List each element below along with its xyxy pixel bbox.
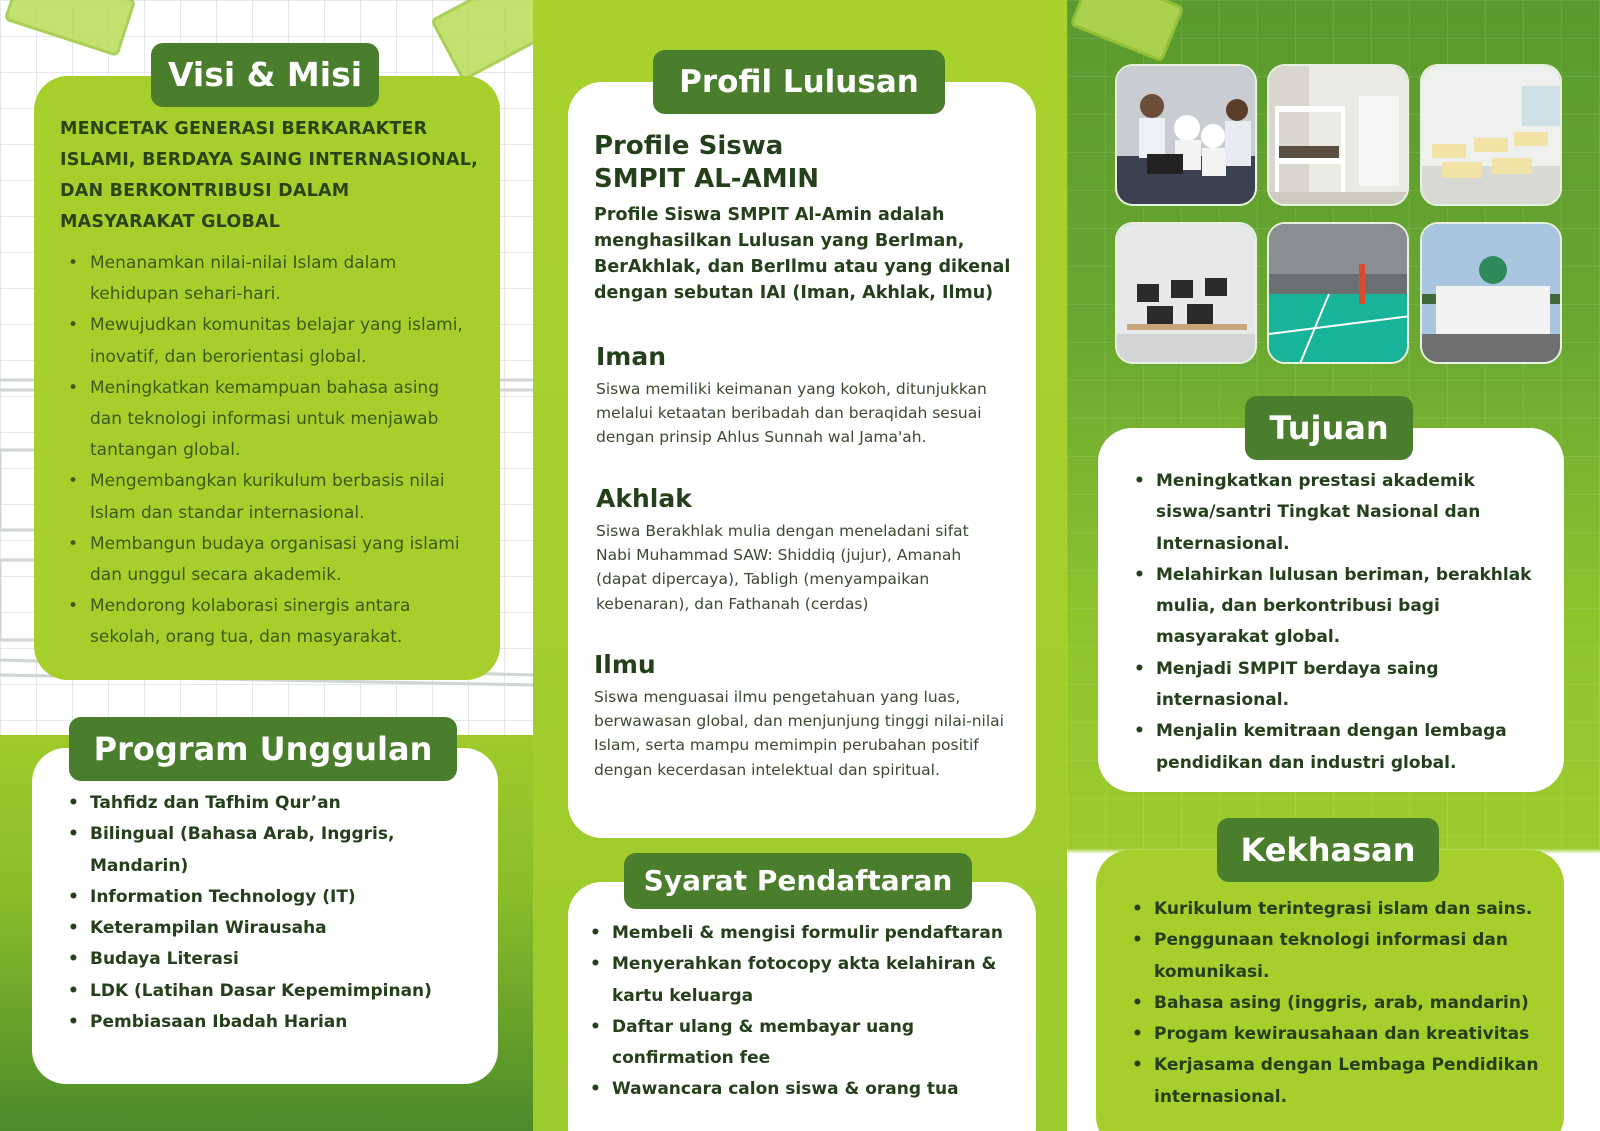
ilmu-heading: Ilmu — [594, 650, 656, 679]
syarat-list-item: • Daftar ulang & membayar uang confirmation fee — [590, 1012, 1028, 1075]
tujuan-title: Tujuan — [1245, 396, 1413, 460]
misi-list-item: • Meningkatkan kemampuan bahasa asing dan teknologi informasi untuk menjawab tantangan global. — [68, 373, 468, 467]
program-list-item: • Tahfidz dan Tafhim Qur’an — [68, 788, 488, 819]
syarat-list-item: • Wawancara calon siswa & orang tua — [590, 1074, 1028, 1105]
tujuan-card — [1098, 428, 1564, 792]
program-unggulan-card — [32, 748, 498, 1084]
kekhasan-list-item: • Bahasa asing (inggris, arab, mandarin) — [1132, 988, 1552, 1019]
panel-middle — [533, 0, 1067, 1131]
kekhasan-list-item: • Progam kewirausahaan dan kreativitas — [1132, 1019, 1552, 1050]
dormitory-photo — [1267, 64, 1409, 206]
misi-list-item: • Membangun budaya organisasi yang islami dan unggul secara akademik. — [68, 529, 468, 591]
akhlak-text: Siswa Berakhlak mulia dengan meneladani sifat Nabi Muhammad SAW: Shiddiq (jujur), Amanah (dapat dipercaya), Tabligh (menyampaikan kebenaran), dan Fathanah (cerdas) — [596, 522, 969, 613]
misi-list — [68, 248, 468, 654]
tujuan-list — [1134, 466, 1548, 779]
visi-misi-card — [34, 76, 500, 680]
iman-text: Siswa memiliki keimanan yang kokoh, ditunjukkan melalui ketaatan beribadah dan beraqidah sesuai dengan prinsip Ahlus Sunnah wal Jama'ah. — [596, 380, 987, 447]
profil-lulusan-title: Profil Lulusan — [653, 50, 945, 114]
kekhasan-list-item: • Kerjasama dengan Lembaga Pendidikan internasional. — [1132, 1050, 1552, 1113]
visi-statement: MENCETAK GENERASI BERKARAKTER ISLAMI, BERDAYA SAING INTERNASIONAL, DAN BERKONTRIBUSI DALAM MASYARAKAT GLOBAL — [60, 119, 478, 232]
kekhasan-list — [1132, 894, 1552, 1113]
program-list-item: • Bilingual (Bahasa Arab, Inggris, Mandarin) — [68, 819, 488, 882]
ilmu-text: Siswa menguasai ilmu pengetahuan yang luas, berwawasan global, dan menjunjung tinggi nilai-nilai Islam, serta mampu memimpin perubahan positif dengan kecerdasan intelektual dan spiritual. — [594, 688, 1004, 779]
profil-lulusan-card — [568, 82, 1036, 838]
profile-heading-line2: SMPIT AL-AMIN — [594, 164, 820, 194]
tujuan-list-item: • Melahirkan lulusan beriman, berakhlak mulia, dan berkontribusi bagi masyarakat global. — [1134, 560, 1548, 654]
program-list-item: • Pembiasaan Ibadah Harian — [68, 1007, 488, 1038]
tujuan-list-item: • Menjadi SMPIT berdaya saing internasional. — [1134, 654, 1548, 717]
profile-intro: Profile Siswa SMPIT Al-Amin adalah menghasilkan Lulusan yang BerIman, BerAkhlak, dan BerIlmu atau yang dikenal dengan sebutan IAI (Iman, Akhlak, Ilmu) — [594, 205, 1011, 303]
program-list-item: • Budaya Literasi — [68, 944, 488, 975]
classroom-photo — [1420, 64, 1562, 206]
syarat-pendaftaran-card — [568, 882, 1036, 1131]
tujuan-list-item: • Meningkatkan prestasi akademik siswa/santri Tingkat Nasional dan Internasional. — [1134, 466, 1548, 560]
leaf-decoration — [430, 0, 533, 82]
panel-right — [1067, 0, 1600, 1131]
profile-heading-line1: Profile Siswa — [594, 131, 784, 161]
sports-hall-photo — [1267, 222, 1409, 364]
syarat-list-item: • Membeli & mengisi formulir pendaftaran — [590, 918, 1028, 949]
misi-list-item: • Mendorong kolaborasi sinergis antara sekolah, orang tua, dan masyarakat. — [68, 591, 468, 653]
computer-lab-photo — [1115, 222, 1257, 364]
tujuan-list-item: • Menjalin kemitraan dengan lembaga pendidikan dan industri global. — [1134, 716, 1548, 779]
leaf-decoration — [4, 0, 137, 57]
iman-heading: Iman — [596, 342, 667, 371]
program-list — [68, 788, 488, 1038]
misi-list-item: • Menanamkan nilai-nilai Islam dalam kehidupan sehari-hari. — [68, 248, 468, 310]
panel-left — [0, 0, 533, 1131]
profile-heading — [594, 130, 819, 196]
leaf-decoration — [1069, 0, 1184, 63]
program-list-item: • LDK (Latihan Dasar Kepemimpinan) — [68, 976, 488, 1007]
syarat-pendaftaran-title: Syarat Pendaftaran — [624, 853, 972, 909]
misi-list-item: • Mengembangkan kurikulum berbasis nilai Islam dan standar internasional. — [68, 466, 468, 528]
students-photo — [1115, 64, 1257, 206]
kekhasan-card — [1096, 850, 1564, 1131]
visi-misi-title: Visi & Misi — [151, 43, 379, 107]
kekhasan-list-item: • Penggunaan teknologi informasi dan komunikasi. — [1132, 925, 1552, 988]
program-list-item: • Keterampilan Wirausaha — [68, 913, 488, 944]
kekhasan-title: Kekhasan — [1217, 818, 1439, 882]
syarat-list-item: • Menyerahkan fotocopy akta kelahiran & kartu keluarga — [590, 949, 1028, 1012]
misi-list-item: • Mewujudkan komunitas belajar yang islami, inovatif, dan berorientasi global. — [68, 310, 468, 372]
mosque-building-photo — [1420, 222, 1562, 364]
syarat-list — [590, 918, 1028, 1106]
program-unggulan-title: Program Unggulan — [69, 717, 457, 781]
program-list-item: • Information Technology (IT) — [68, 882, 488, 913]
akhlak-heading: Akhlak — [596, 484, 692, 513]
kekhasan-list-item: • Kurikulum terintegrasi islam dan sains. — [1132, 894, 1552, 925]
